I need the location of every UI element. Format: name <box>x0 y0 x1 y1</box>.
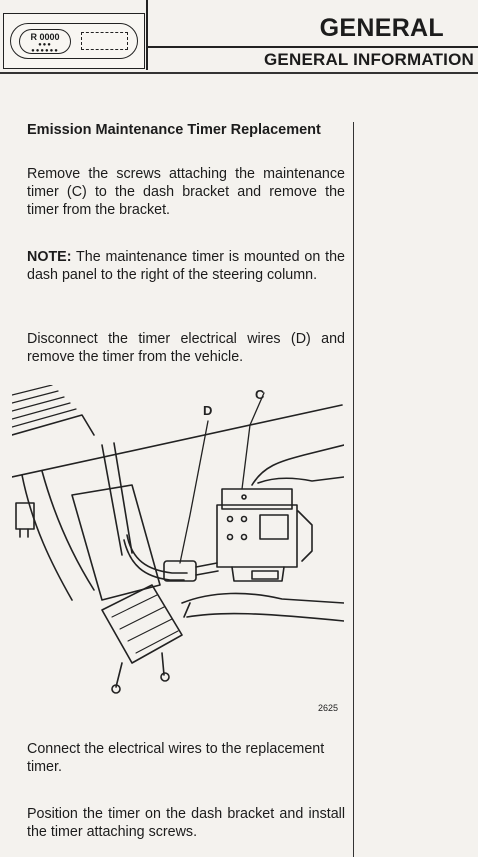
title-rule <box>148 46 478 48</box>
electrical-connector-d <box>164 561 196 581</box>
paragraph-remove-screws: Remove the screws attaching the maintenance timer (C) to the dash bracket and remove the timer from the bracket. <box>27 166 345 218</box>
pedal-edge <box>12 415 94 435</box>
hand-lower <box>182 593 344 603</box>
dash-panel-edge <box>12 405 342 477</box>
label-c: C <box>255 387 265 402</box>
logo-dots: ●●● <box>38 42 52 48</box>
wire-harness <box>127 535 187 573</box>
logo-oval <box>19 29 71 54</box>
timer-illustration <box>12 385 344 715</box>
paragraph-position: Position the timer on the dash bracket and install the timer attaching screws. <box>27 806 345 840</box>
logo-dashed-box <box>81 32 128 50</box>
note-text: The maintenance timer is mounted on the dash panel to the right of the steering column. <box>27 249 345 283</box>
logo-pill <box>10 23 138 59</box>
header-bottom-rule <box>0 72 478 74</box>
logo-code: R 0000 <box>30 32 60 42</box>
paragraph-disconnect: Disconnect the timer electrical wires (D) and remove the timer from the vehicle. <box>27 331 345 365</box>
section-heading: Emission Maintenance Timer Replacement <box>27 122 321 138</box>
column-divider <box>353 122 354 857</box>
page-title: GENERAL <box>319 14 444 42</box>
bracket-plate <box>72 485 160 600</box>
note-label: NOTE: <box>27 249 72 265</box>
paragraph-connect: Connect the electrical wires to the replacement timer. <box>27 741 325 775</box>
label-d: D <box>203 403 213 418</box>
header-divider <box>146 0 148 70</box>
page-subtitle: GENERAL INFORMATION <box>264 50 474 69</box>
leader-d <box>180 421 208 563</box>
page-header <box>0 0 478 74</box>
manual-logo <box>3 13 145 69</box>
left-connector <box>16 503 34 529</box>
pedal-ribs <box>12 385 76 427</box>
figure-number: 2625 <box>318 703 339 713</box>
logo-dots-row2: ●●●●●● <box>31 48 59 54</box>
note-paragraph <box>27 248 345 284</box>
